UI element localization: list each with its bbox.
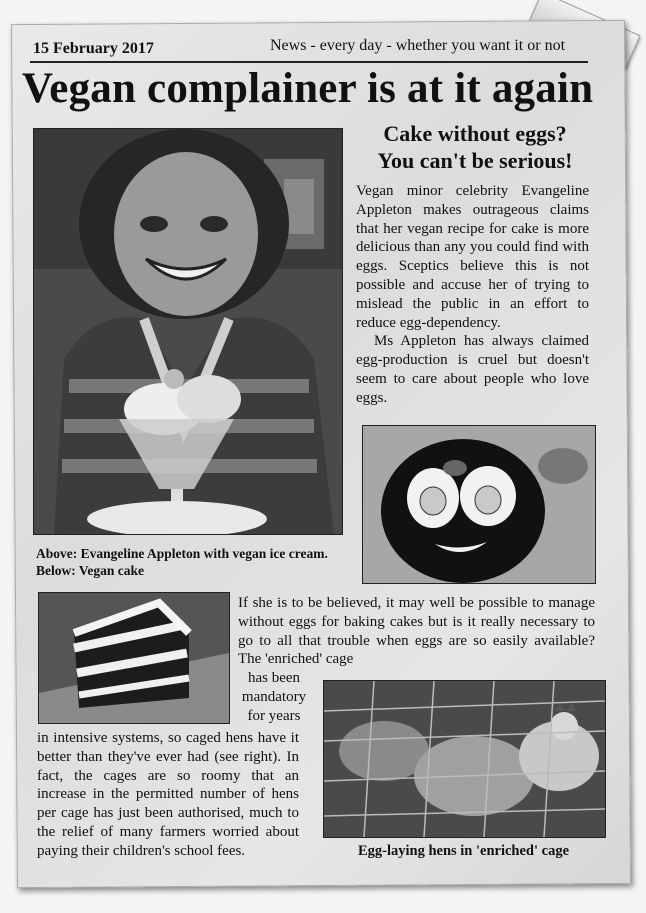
article-subhead xyxy=(355,120,595,174)
vegan-cake-photo xyxy=(38,592,230,724)
photo-caption-main xyxy=(36,545,346,579)
caged-hens-illustration xyxy=(324,681,605,837)
issue-date: 15 February 2017 xyxy=(33,40,154,57)
hens-caption: Egg-laying hens in 'enriched' cage xyxy=(357,843,570,859)
caption-below: Below: Vegan cake xyxy=(36,563,144,578)
masthead-tagline: News - every day - whether you want it or not xyxy=(270,37,566,54)
girl-ice-cream-illustration xyxy=(34,129,342,534)
article-para2: Ms Appleton has always claimed egg-production is cruel but doesn't seem to care about people who love eggs. xyxy=(356,333,589,406)
subhead-line2: You can't be serious! xyxy=(377,148,573,173)
article-para3-mid: has been mandatory for years xyxy=(241,670,307,724)
girl-ice-cream-photo xyxy=(33,128,343,535)
headline: Vegan complainer is at it again xyxy=(22,65,594,112)
article-para3-top: If she is to be believed, it may well be possible to manage without eggs for baking cakes but is it really necessary to go to all that trouble when eggs are so easily available? The 'enriched' cage xyxy=(238,595,595,668)
article-column-right xyxy=(356,182,589,408)
caged-hens-photo xyxy=(323,680,606,838)
masthead-rule xyxy=(30,61,588,63)
egg-smiley-illustration xyxy=(363,426,595,583)
caption-above: Above: Evangeline Appleton with vegan ice cream. xyxy=(36,546,328,561)
subhead-line1: Cake without eggs? xyxy=(383,121,567,146)
vegan-cake-illustration xyxy=(39,593,229,723)
article-para1: Vegan minor celebrity Evangeline Appleton makes outrageous claims that her vegan recipe for cake is more delicious than any you could find with eggs. Sceptics believe this is not possible and accuse her of trying to mislead the public in an effort to reduce egg-dependency. xyxy=(356,183,589,331)
article-para3-bottom: in intensive systems, so caged hens have it better than they've ever had (see right). In fact, the cages are so roomy that an increase in the permitted number of hens per cage has just been authorised, much to the relief of many farmers worried about paying their children's school fees. xyxy=(37,730,299,859)
egg-smiley-photo xyxy=(362,425,596,584)
